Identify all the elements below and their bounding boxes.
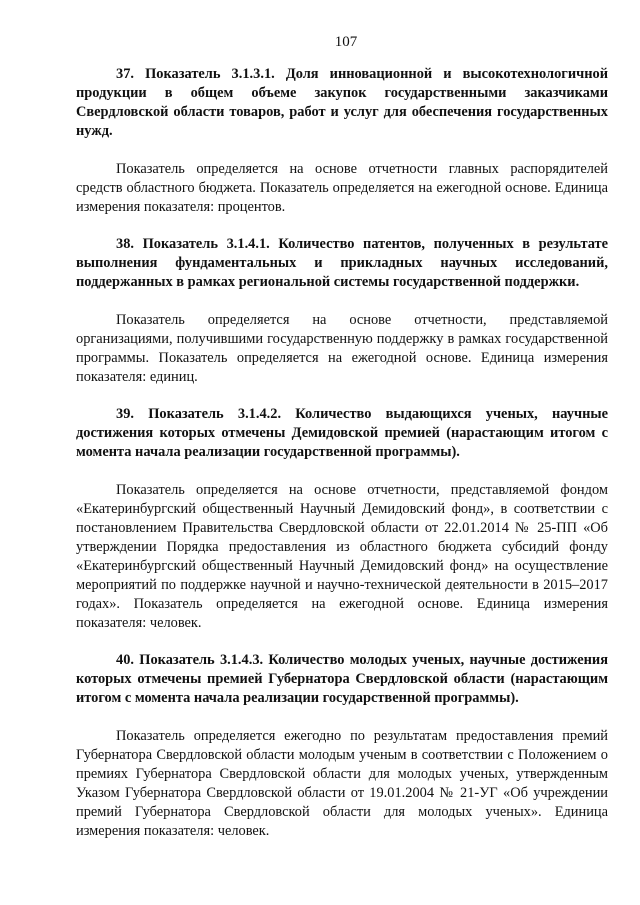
indicator-description: Показатель определяется на основе отчетности, представляемой фондом «Екатеринбургский общественный Научный Демидовский фонд», в соответствии с постановлением Правительства Свердловской области от 22.01.2014 № 25-ПП «Об утверждении Порядка предоставления из областного бюджета субсидий фонду «Екатеринбургский общественный Научный Демидовский фонд» на осуществление мероприятий по поддержке научной и научно-технической деятельности в 2015–2017 годах». Показатель определяется на ежегодной основе. Единица измерения показателя: человек. — [76, 482, 608, 631]
indicator-heading: 40. Показатель 3.1.4.3. Количество молодых ученых, научные достижения которых отмечены премией Губернатора Свердловской области (нарастающим итогом с момента начала реализации государственной программы). — [76, 652, 608, 706]
indicator-description: Показатель определяется на основе отчетности, представляемой организациями, получившими государственную поддержку в рамках государственной программы. Показатель определяется на ежегодной основе. Единица измерения показателя: единиц. — [76, 312, 608, 385]
indicator-description: Показатель определяется ежегодно по результатам предоставления премий Губернатора Свердловской области молодым ученым в соответствии с Положением о премиях Губернатора Свердловской области для молодых ученых, утвержденным Указом Губернатора Свердловской области от 19.01.2004 № 21-УГ «Об учреждении премий Губернатора Свердловской области для молодых ученых». Единица измерения показателя: человек. — [76, 728, 608, 839]
indicator-heading: 37. Показатель 3.1.3.1. Доля инновационной и высокотехнологичной продукции в общем объеме закупок государственными заказчиками Свердловской области товаров, работ и услуг для обеспечения государственных нужд. — [76, 66, 608, 139]
indicator-description: Показатель определяется на основе отчетности главных распорядителей средств областного бюджета. Показатель определяется на ежегодной основе. Единица измерения показателя: процентов. — [76, 161, 608, 215]
indicator-section-38 — [76, 235, 608, 387]
indicator-heading: 38. Показатель 3.1.4.1. Количество патентов, полученных в результате выполнения фундаментальных и прикладных научных исследований, поддержанных в рамках региональной системы государственной поддержки. — [76, 236, 608, 290]
indicator-heading: 39. Показатель 3.1.4.2. Количество выдающихся ученых, научные достижения которых отмечены Демидовской премией (нарастающим итогом с момента начала реализации государственной программы). — [76, 406, 608, 460]
indicator-section-37 — [76, 65, 608, 217]
indicator-section-39 — [76, 405, 608, 633]
indicator-section-40 — [76, 651, 608, 841]
page-number: 107 — [334, 34, 358, 50]
